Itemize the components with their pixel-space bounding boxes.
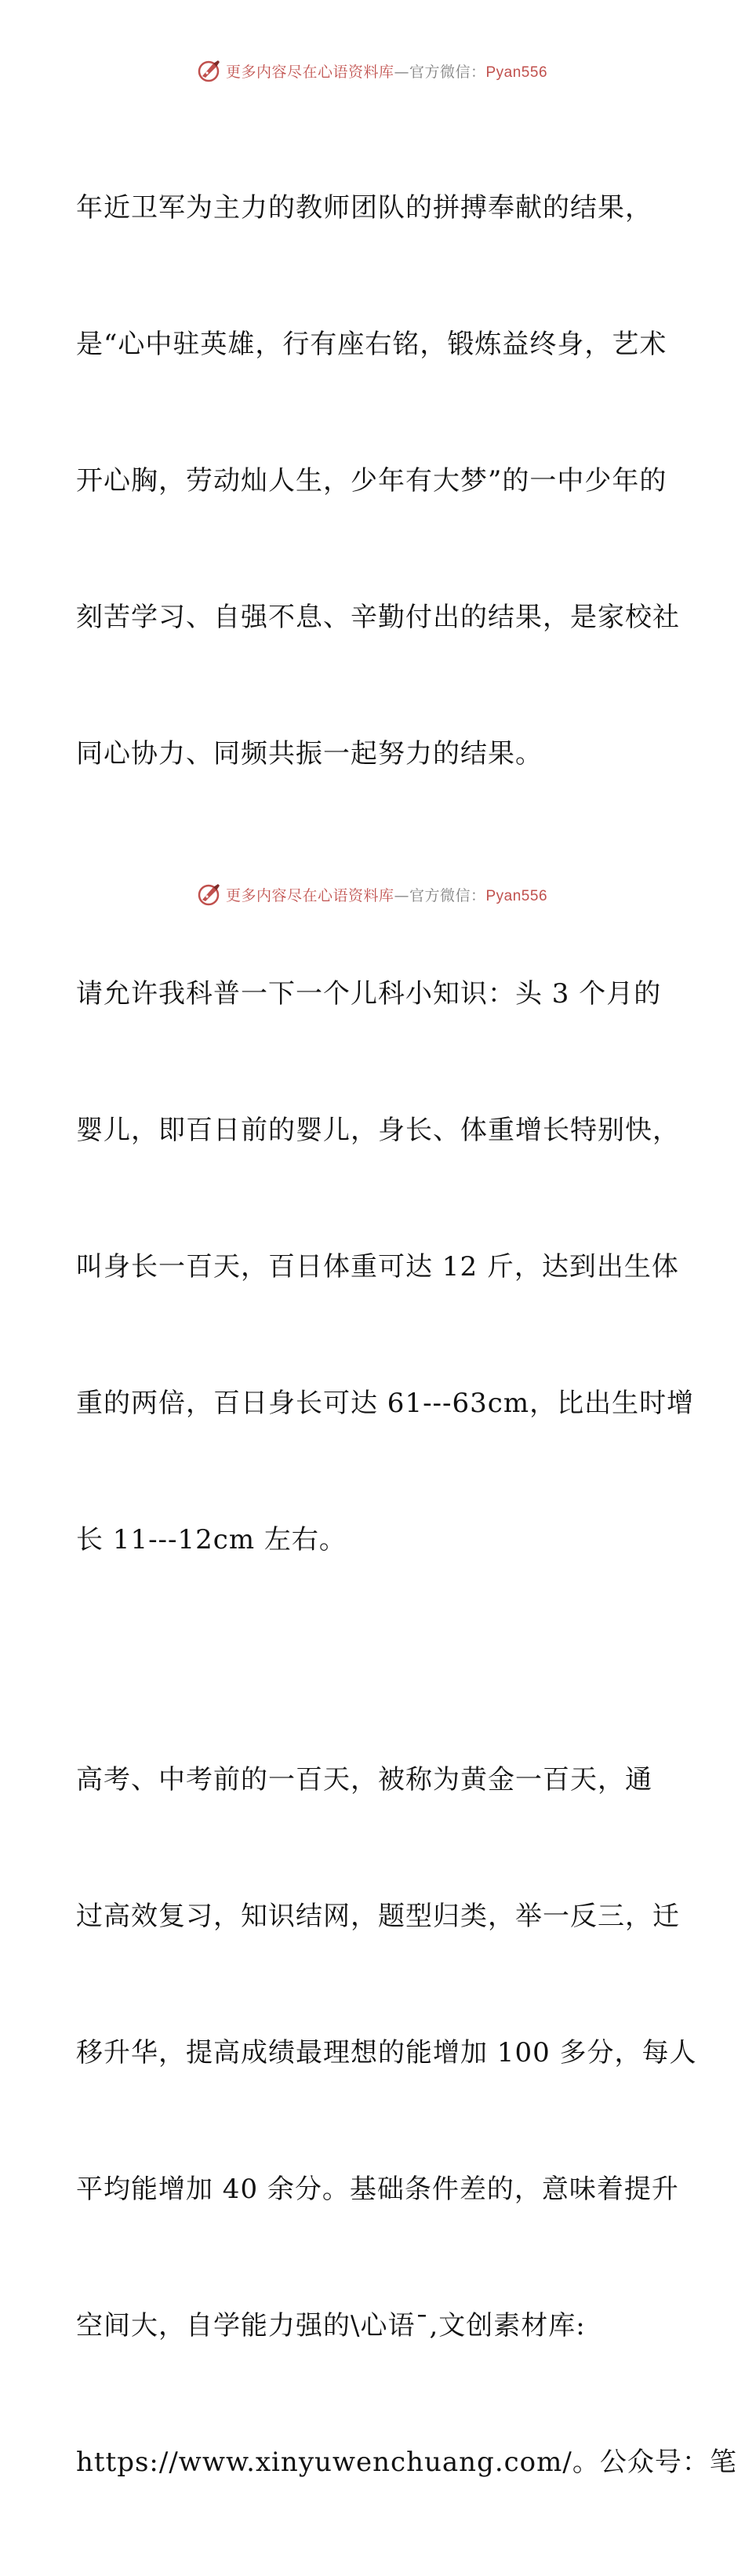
text-line: 空间大，自学能力强的\心语¯,文创素材库:	[76, 2310, 586, 2341]
text-line: 请允许我科普一下一个儿科小知识：头 3 个月的	[76, 978, 662, 1010]
paragraph-2	[76, 880, 695, 1654]
url-line: https://www.xinyuwenchuang.com/。公众号：笔	[76, 2447, 737, 2478]
text-line: 叫身长一百天，百日体重可达 12 斤，达到出生体	[76, 1251, 679, 1283]
footer-banner-content	[198, 882, 547, 906]
text-line: 平均能增加 40 余分。基础条件差的，意味着提升	[76, 2174, 679, 2205]
banner-wechat-label: 官方微信：	[409, 886, 486, 904]
text-line: 刻苦学习、自强不息、辛勤付出的结果，是家校社	[76, 602, 680, 633]
banner-wechat-account: Pyan556	[485, 64, 548, 81]
pen-logo-icon	[198, 59, 221, 82]
banner-dash: —	[394, 886, 409, 904]
text-line: 高考、中考前的一百天，被称为黄金一百天，通	[76, 1764, 652, 1796]
text-line: 重的两倍，百日身长可达 61---63cm，比出生时增	[76, 1388, 695, 1419]
text-line: 同心协力、同频共振一起努力的结果。	[76, 738, 543, 770]
header-banner	[0, 56, 745, 85]
text-line: 长 11---12cm 左右。	[76, 1524, 347, 1555]
banner-wechat-account: Pyan556	[485, 887, 548, 904]
footer-banner	[0, 880, 745, 908]
document-body	[76, 94, 737, 2576]
paragraph-3	[76, 1666, 737, 2576]
footer-banner-text	[226, 884, 547, 905]
text-line: 过高效复习，知识结网，题型归类，举一反三，迁	[76, 1901, 680, 1932]
text-line: 婴儿，即百日前的婴儿，身长、体重增长特别快，	[76, 1115, 680, 1146]
banner-dash: —	[394, 63, 409, 81]
text-line: 是“心中驻英雄，行有座右铭，锻炼益终身，艺术	[76, 329, 667, 360]
header-banner-content	[198, 59, 547, 82]
banner-main-text: 更多内容尽在心语资料库	[225, 63, 394, 81]
banner-wechat-label: 官方微信：	[409, 63, 486, 81]
pen-logo-icon	[198, 882, 221, 906]
paragraph-1	[76, 94, 680, 868]
text-line: 开心胸，劳动灿人生，少年有大梦”的一中少年的	[76, 465, 667, 497]
header-banner-text	[226, 60, 547, 82]
banner-main-text: 更多内容尽在心语资料库	[225, 886, 394, 904]
text-line: 年近卫军为主力的教师团队的拼搏奉献的结果，	[76, 192, 652, 224]
text-line: 移升华，提高成绩最理想的能增加 100 多分，每人	[76, 2037, 697, 2068]
